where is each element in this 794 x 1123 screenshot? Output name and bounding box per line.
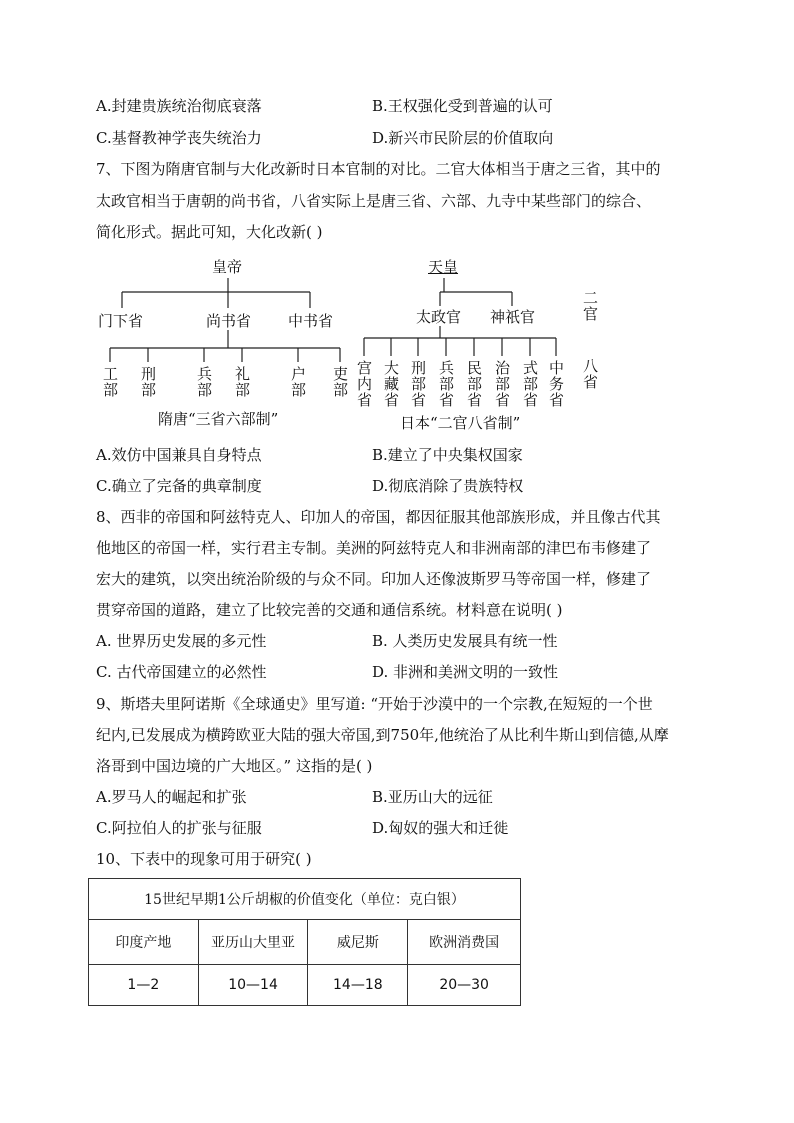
q9-stem-line-3: 洛哥到中国边境的广大地区。” 这指的是( ): [96, 757, 373, 775]
q7-option-c[interactable]: C.确立了完备的典章制度: [96, 477, 262, 495]
q9-option-c[interactable]: C.阿拉伯人的扩张与征服: [96, 819, 262, 837]
q9-stem-line-2: 纪内,已发展成为横跨欧亚大陆的强大帝国,到750年,他统治了从比利牛斯山到信德,从摩: [96, 726, 669, 744]
q7-option-b[interactable]: B.建立了中央集权国家: [372, 446, 523, 464]
japan-ministry-hyobu: 兵部省: [437, 360, 455, 408]
japan-ministry-minbu: 民部省: [465, 360, 483, 408]
q7-stem-line-1: 7、下图为隋唐官制与大化改新时日本官制的对比。二官大体相当于唐之三省，其中的: [96, 160, 661, 178]
q8-stem-line-2: 他地区的帝国一样，实行君主专制。美洲的阿兹特克人和非洲南部的津巴布韦修建了: [96, 539, 652, 557]
sui-tang-emperor: 皇帝: [212, 258, 243, 276]
q8-option-b[interactable]: B. 人类历史发展具有统一性: [372, 632, 558, 650]
table-header-alexandria: 亚历山大里亚: [198, 920, 308, 965]
table-value-india: 1—2: [89, 965, 199, 1006]
q6-option-c[interactable]: C.基督教神学丧失统治力: [96, 129, 262, 147]
q6-option-d[interactable]: D.新兴市民阶层的价值取向: [372, 129, 554, 147]
sui-tang-province-shangshu: 尚书省: [206, 312, 252, 330]
q8-option-d[interactable]: D. 非洲和美洲文明的一致性: [372, 663, 559, 681]
q8-stem-line-3: 宏大的建筑，以突出统治阶级的与众不同。印加人还像波斯罗马等帝国一样，修建了: [96, 570, 652, 588]
japan-label-eight-ministries: 八省: [581, 358, 599, 390]
q9-option-b[interactable]: B.亚历山大的远征: [372, 788, 493, 806]
table-value-alexandria: 10—14: [198, 965, 308, 1006]
sui-tang-province-zhongshu: 中书省: [288, 312, 334, 330]
sui-tang-ministry-rites: 礼部: [233, 366, 251, 398]
pepper-price-table: [88, 878, 521, 1006]
sui-tang-ministry-works: 工部: [101, 366, 119, 398]
japan-ministry-jibu: 治部省: [493, 360, 511, 408]
q9-option-d[interactable]: D.匈奴的强大和迁徙: [372, 819, 509, 837]
sui-tang-ministry-personnel: 吏部: [331, 366, 349, 398]
sui-tang-ministry-justice: 刑部: [139, 366, 157, 398]
q8-option-a[interactable]: A. 世界历史发展的多元性: [96, 632, 267, 650]
japan-ministry-gyobu: 刑部省: [409, 360, 427, 408]
sui-tang-caption: 隋唐“三省六部制”: [158, 410, 279, 428]
table-caption: 15世纪早期1公斤胡椒的价值变化（单位：克白银）: [89, 879, 521, 920]
q10-stem: 10、下表中的现象可用于研究( ): [96, 850, 312, 868]
q9-option-a[interactable]: A.罗马人的崛起和扩张: [96, 788, 247, 806]
japan-jingikan: 神祇官: [490, 308, 536, 326]
table-value-europe: 20—30: [408, 965, 521, 1006]
government-structure-diagram: [96, 252, 616, 432]
japan-ministry-kunai: 宫内省: [355, 360, 373, 408]
sui-tang-ministry-revenue: 户部: [289, 366, 307, 398]
japan-caption: 日本“二官八省制”: [400, 414, 521, 432]
q8-option-c[interactable]: C. 古代帝国建立的必然性: [96, 663, 267, 681]
japan-ministry-shikibu: 式部省: [521, 360, 539, 408]
japan-ministry-okura: 大藏省: [382, 360, 400, 408]
table-header-india: 印度产地: [89, 920, 199, 965]
japan-tenno: 天皇: [428, 258, 459, 276]
q8-stem-line-4: 贯穿帝国的道路，建立了比较完善的交通和通信系统。材料意在说明( ): [96, 601, 563, 619]
q6-option-b[interactable]: B.王权强化受到普遍的认可: [372, 97, 553, 115]
japan-ministry-nakatsukasa: 中务省: [547, 360, 565, 408]
q7-stem-line-3: 简化形式。据此可知，大化改新( ): [96, 223, 323, 241]
japan-daijokan: 太政官: [416, 308, 462, 326]
q7-option-d[interactable]: D.彻底消除了贵族特权: [372, 477, 524, 495]
table-header-europe: 欧洲消费国: [408, 920, 521, 965]
table-value-venice: 14—18: [308, 965, 408, 1006]
table-header-venice: 威尼斯: [308, 920, 408, 965]
q7-option-a[interactable]: A.效仿中国兼具自身特点: [96, 446, 262, 464]
q7-stem-line-2: 太政官相当于唐朝的尚书省，八省实际上是唐三省、六部、九寺中某些部门的综合、: [96, 192, 652, 210]
q8-stem-line-1: 8、西非的帝国和阿兹特克人、印加人的帝国，都因征服其他部族形成，并且像古代其: [96, 508, 661, 526]
sui-tang-province-menxia: 门下省: [98, 312, 144, 330]
sui-tang-ministry-war: 兵部: [195, 366, 213, 398]
q6-option-a[interactable]: A.封建贵族统治彻底衰落: [96, 97, 262, 115]
japan-label-two-officials: 二官: [581, 290, 599, 322]
q9-stem-line-1: 9、斯塔夫里阿诺斯《全球通史》里写道: “开始于沙漠中的一个宗教,在短短的一个世: [96, 695, 653, 713]
